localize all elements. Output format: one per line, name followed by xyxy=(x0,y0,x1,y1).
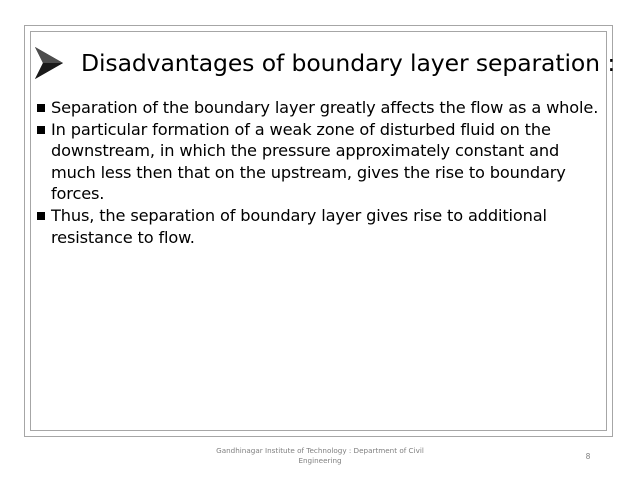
slide-title xyxy=(34,43,616,83)
page-number: 8 xyxy=(585,452,591,461)
square-bullet-icon xyxy=(37,212,45,220)
arrowhead-bullet-icon xyxy=(34,46,64,80)
bullet-text: In particular formation of a weak zone of disturbed fluid on the downstream, in which the pressure approximately constant and much less then that on the upstream, gives the rise to boundary forces. xyxy=(51,119,566,204)
square-bullet-icon xyxy=(37,104,45,112)
bullet-item xyxy=(36,205,604,248)
square-bullet-icon xyxy=(37,126,45,134)
slide-title-text: Disadvantages of boundary layer separation : xyxy=(81,49,616,77)
bullet-text: Separation of the boundary layer greatly affects the flow as a whole. xyxy=(51,98,599,117)
bullet-item xyxy=(36,119,604,205)
bullet-item xyxy=(36,97,604,119)
slide-footer: Gandhinagar Institute of Technology : Department of Civil Engineering xyxy=(216,446,424,465)
bullet-list xyxy=(36,97,604,248)
bullet-text: Thus, the separation of boundary layer gives rise to additional resistance to flow. xyxy=(51,205,547,247)
